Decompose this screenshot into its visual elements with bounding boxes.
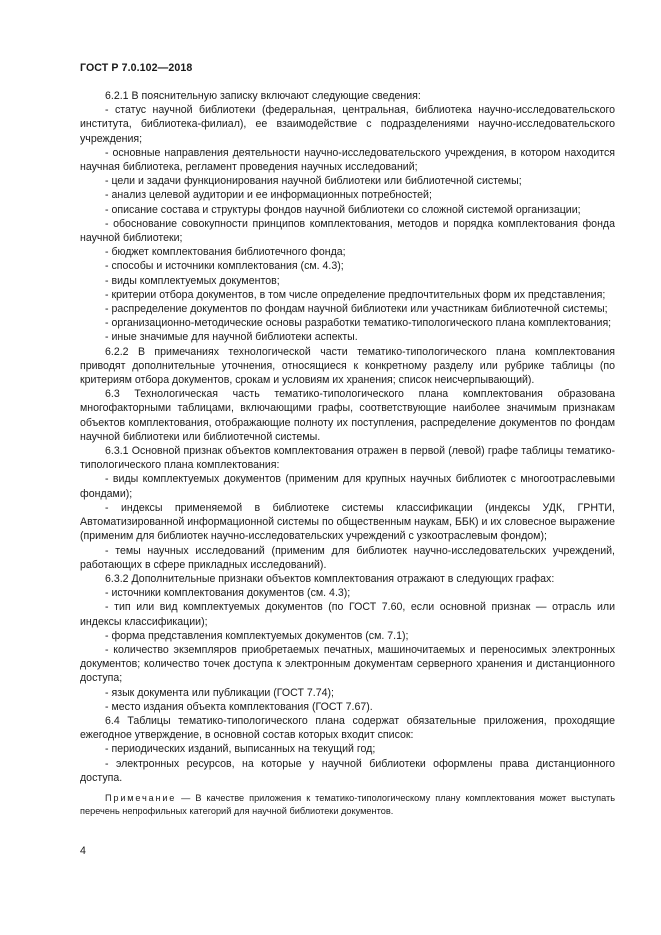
- list-item: - язык документа или публикации (ГОСТ 7.74);: [105, 686, 334, 699]
- paragraph-6-4: 6.4 Таблицы тематико-типологического плана содержат обязательные приложения, проходящие ежегодное утверждение, в основной состав которых входит список:: [80, 714, 615, 742]
- paragraph-6-3: 6.3 Технологическая часть тематико-типологического плана комплектования образована многофакторными таблицами, включающими графы, соответствующие наиболее значимым признакам объектов комплектования, отображающие полноту их поступления, распределение документов по фондам научной библиотеки или библиотечной системы.: [80, 388, 615, 443]
- list-item: - количество экземпляров приобретаемых печатных, машиночитаемых и переносимых электронных документов; количество точек доступа к электронным документам серверного хранения и дистанционного доступа;: [80, 643, 615, 685]
- document-header: ГОСТ Р 7.0.102—2018: [80, 62, 193, 74]
- list-item: - способы и источники комплектования (см. 4.3);: [105, 260, 344, 273]
- list-item: - периодических изданий, выписанных на текущий год;: [105, 743, 376, 756]
- document-body: [80, 89, 615, 818]
- list-item: - критерии отбора документов, в том числе определение предпочтительных форм их представления;: [105, 288, 606, 301]
- paragraph-6-2-1: 6.2.1 В пояснительную записку включают следующие сведения:: [105, 90, 421, 102]
- list-item: - обоснование совокупности принципов комплектования, методов и порядка комплектования фонда научной библиотеки;: [80, 217, 615, 245]
- list-item: - тип или вид комплектуемых документов (по ГОСТ 7.60, если основной признак — отрасль или индексы классификации);: [80, 601, 615, 628]
- list-item: - темы научных исследований (применим для библиотек научно-исследовательских учреждений, работающих в сфере прикладных исследований).: [80, 544, 615, 571]
- list-item: - описание состава и структуры фондов научной библиотеки со сложной системой организации;: [105, 203, 581, 216]
- list-item: - бюджет комплектования библиотечного фонда;: [105, 246, 346, 259]
- note-label: Примечание: [105, 792, 177, 803]
- page-number: 4: [80, 845, 86, 857]
- list-item: - индексы применяемой в библиотеке системы классификации (индексы УДК, ГРНТИ, Автоматизированной информационной системы по общественным наукам, ББК) и их словесное выражение (применим для библиотек научно-исследовательских учреждений с узкоотраслевым фондом);: [80, 501, 615, 543]
- list-item: - иные значимые для научной библиотеки аспекты.: [105, 331, 358, 344]
- list-item: - источники комплектования документов (см. 4.3);: [105, 587, 351, 600]
- paragraph-6-2-2: 6.2.2 В примечаниях технологической части тематико-типологического плана комплектования приводят дополнительные уточнения, относящиеся к конкретному разделу или рубрике таблицы (по критериям отбора документов, срокам и условиям их хранения; список неисчерпывающий).: [80, 345, 615, 387]
- note: [80, 792, 615, 818]
- paragraph-6-3-1: 6.3.1 Основной признак объектов комплектования отражен в первой (левой) графе таблицы тематико-типологического плана комплектования:: [80, 445, 615, 472]
- paragraph-6-3-2: 6.3.2 Дополнительные признаки объектов комплектования отражают в следующих графах:: [105, 572, 555, 585]
- list-item: - анализ целевой аудитории и ее информационных потребностей;: [105, 189, 432, 202]
- list-item: - виды комплектуемых документов (применим для крупных научных библиотек с многоотраслевыми фондами);: [80, 473, 615, 500]
- list-item: - форма представления комплектуемых документов (см. 7.1);: [105, 629, 409, 642]
- list-item: - статус научной библиотеки (федеральная, центральная, библиотека научно-исследовательского института, библиотека-филиал), ее взаимодействие с подразделениями научно-исследовательского учреждения;: [80, 104, 615, 145]
- list-item: - распределение документов по фондам научной библиотеки или участникам библиотечной системы;: [105, 303, 608, 316]
- list-item: - место издания объекта комплектования (ГОСТ 7.67).: [105, 700, 373, 713]
- list-item: - организационно-методические основы разработки тематико-типологического плана комплектования;: [105, 317, 612, 330]
- list-item: - основные направления деятельности научно-исследовательского учреждения, в котором находится научная библиотека, регламент проведения научных исследований;: [80, 146, 615, 174]
- list-item: - цели и задачи функционирования научной библиотеки или библиотечной системы;: [105, 175, 522, 188]
- note-text: — В качестве приложения к тематико-типологическому плану комплектования может выступать перечень непрофильных категорий для научной библиотеки документов.: [80, 792, 615, 817]
- list-item: - виды комплектуемых документов;: [105, 274, 280, 287]
- list-item: - электронных ресурсов, на которые у научной библиотеки оформлены права дистанционного доступа.: [80, 757, 615, 784]
